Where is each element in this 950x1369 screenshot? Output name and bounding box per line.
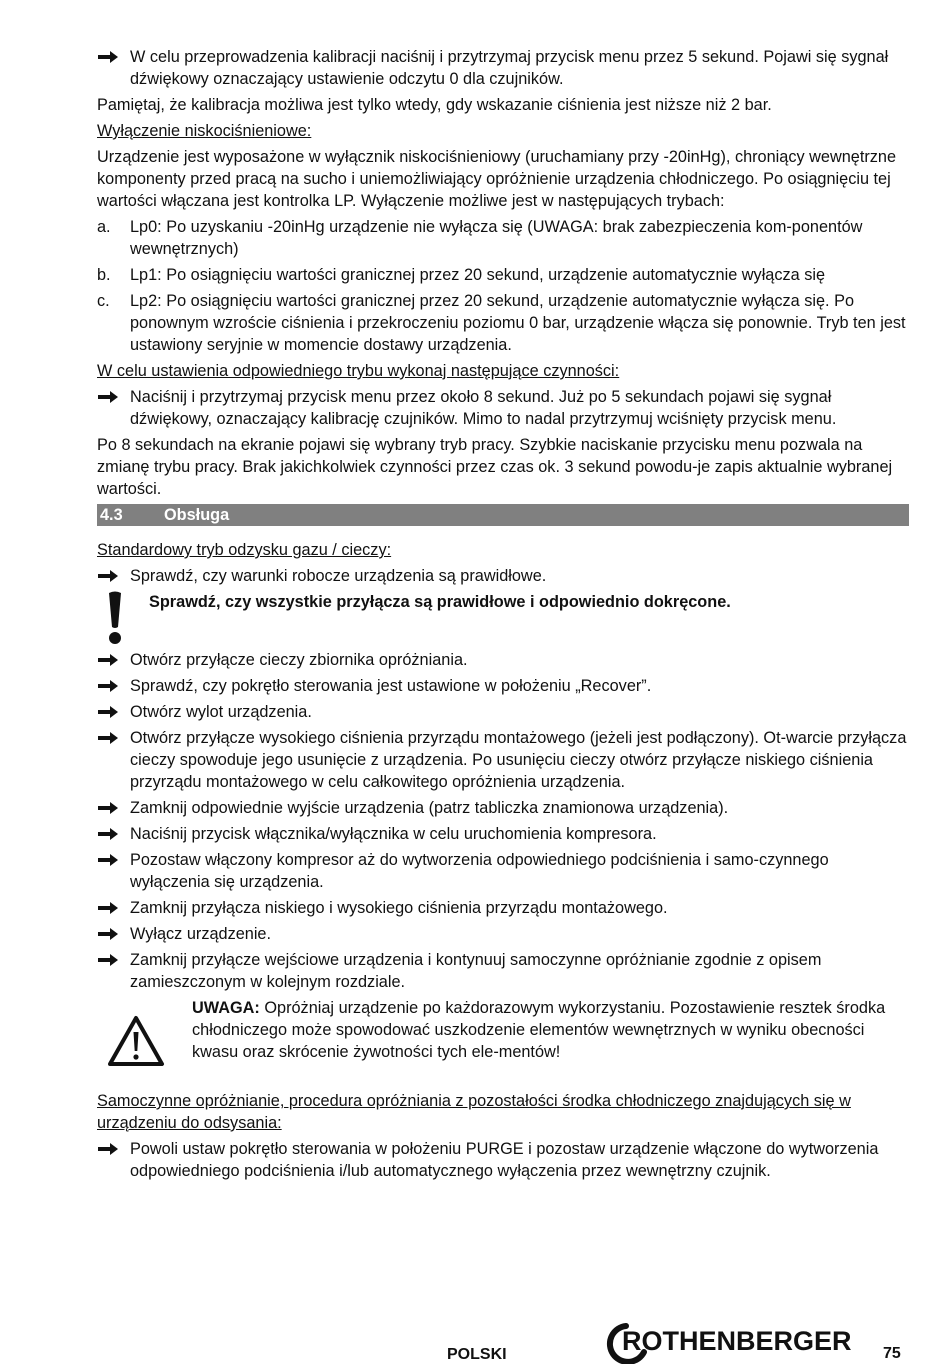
list-item [97, 290, 909, 356]
exclamation-icon [107, 591, 123, 645]
bullet-text: Zamknij przyłącza niskiego i wysokiego ciśnienia przyrządu montażowego. [130, 899, 668, 917]
arrow-right-icon [97, 849, 123, 871]
paragraph: Po 8 sekundach na ekranie pojawi się wybrany tryb pracy. Szybkie naciskanie przycisku menu pozwala na zmianę trybu pracy. Brak jakichkolwiek czynności przez czas ok. 3 sekund powodu-je zapis aktualnie wybranej wartości. [97, 436, 893, 498]
paragraph: Urządzenie jest wyposażone w wyłącznik niskociśnieniowy (uruchamiany przy -20inHg), chroniący wewnętrzne komponenty przed pracą na sucho i uniemożliwiający opróżnienie urządzenia chłodniczego. Po osiągnięciu tej wartości włączana jest kontrolka LP. Wyłączenie możliwe jest w następujących trybach: [97, 148, 897, 210]
bullet-item [97, 797, 909, 819]
list-marker: b. [97, 266, 111, 284]
list-item [97, 216, 909, 260]
subheading: Wyłączenie niskociśnieniowe: [97, 122, 312, 140]
bullet-text: Powoli ustaw pokrętło sterowania w położeniu PURGE i pozostaw urządzenie włączone do wytworzenia odpowiedniego podciśnienia i/lub automatycznego wyłączenia przez wewnętrzny czujnik. [130, 1140, 879, 1180]
list-marker: c. [97, 292, 110, 310]
document-page [97, 46, 909, 1186]
arrow-right-icon [97, 675, 123, 697]
bullet-item [97, 949, 909, 993]
arrow-right-icon [97, 565, 123, 587]
bullet-item [97, 701, 909, 723]
section-heading [97, 504, 909, 526]
warning-text [192, 997, 909, 1063]
list-text: Lp1: Po osiągnięciu wartości granicznej przez 20 sekund, urządzenie automatycznie wyłącza się [130, 266, 826, 284]
bullet-item [97, 823, 909, 845]
footer-language: POLSKI [447, 1346, 507, 1363]
bullet-text: Zamknij odpowiednie wyjście urządzenia (patrz tabliczka znamionowa urządzenia). [130, 799, 729, 817]
bullet-item [97, 849, 909, 893]
bullet-item [97, 46, 909, 90]
page-number: 75 [883, 1345, 901, 1362]
bullet-item [97, 565, 909, 587]
warning-body: Opróżniaj urządzenie po każdorazowym wykorzystaniu. Pozostawienie resztek środka chłodniczego może spowodować uszkodzenie elementów wewnętrznych w wyniku obecności kwasu oraz skrócenie żywotności tych ele-mentów! [192, 999, 886, 1061]
bullet-text: Otwórz przyłącze cieczy zbiornika opróżniania. [130, 651, 468, 669]
arrow-right-icon [97, 701, 123, 723]
list-item [97, 264, 909, 286]
bullet-text: W celu przeprowadzenia kalibracji naciśnij i przytrzymaj przycisk menu przez 5 sekund. Pojawi się sygnał dźwiękowy oznaczający ustawienie odczytu 0 dla czujników. [130, 48, 889, 88]
section-title: Obsługa [164, 506, 230, 524]
paragraph: Pamiętaj, że kalibracja możliwa jest tylko wtedy, gdy wskazanie ciśnienia jest niższe niż 2 bar. [97, 96, 772, 114]
warning-block [97, 997, 909, 1087]
bullet-text: Wyłącz urządzenie. [130, 925, 272, 943]
bullet-item [97, 649, 909, 671]
notice-block [97, 591, 909, 647]
arrow-right-icon [97, 727, 123, 749]
bullet-text: Sprawdź, czy warunki robocze urządzenia są prawidłowe. [130, 567, 547, 585]
bullet-text: Otwórz przyłącze wysokiego ciśnienia przyrządu montażowego (jeżeli jest podłączony). Ot-warcie przyłącza cieczy spowoduje jego usunięcie z urządzenia. Po usunięciu cieczy otwórz przyłącze niskiego ciśnienia przyrządu montażowego w celu całkowitego opróżnienia urządzenia. [130, 729, 907, 791]
list-marker: a. [97, 218, 111, 236]
bullet-text: Sprawdź, czy pokrętło sterowania jest ustawione w położeniu „Recover”. [130, 677, 652, 695]
arrow-right-icon [97, 797, 123, 819]
list-text: Lp0: Po uzyskaniu -20inHg urządzenie nie wyłącza się (UWAGA: brak zabezpieczenia kom-ponentów wewnętrznych) [130, 218, 863, 258]
bullet-text: Otwórz wylot urządzenia. [130, 703, 312, 721]
bullet-item [97, 727, 909, 793]
section-number: 4.3 [100, 506, 123, 524]
bullet-item [97, 923, 909, 945]
logo-brand-text: ROTHENBERGER [622, 1326, 852, 1356]
warning-label: UWAGA: [192, 999, 260, 1017]
subheading: Samoczynne opróżnianie, procedura opróżniania z pozostałości środka chłodniczego znajdujących się w urządzeniu do odsysania: [97, 1092, 851, 1132]
subheading: W celu ustawienia odpowiedniego trybu wykonaj następujące czynności: [97, 362, 620, 380]
arrow-right-icon [97, 897, 123, 919]
arrow-right-icon [97, 923, 123, 945]
rothenberger-logo [602, 1320, 852, 1364]
warning-triangle-icon [107, 1015, 165, 1067]
bullet-text: Naciśnij i przytrzymaj przycisk menu przez około 8 sekund. Już po 5 sekundach pojawi się sygnał dźwiękowy, oznaczający kalibrację czujników. Mimo to nadal przytrzymuj wciśnięty przycisk menu. [130, 388, 837, 428]
arrow-right-icon [97, 649, 123, 671]
subheading: Standardowy tryb odzysku gazu / cieczy: [97, 541, 392, 559]
bullet-text: Zamknij przyłącze wejściowe urządzenia i kontynuuj samoczynne opróżnianie zgodnie z opisem zamieszczonym w kolejnym rozdziale. [130, 951, 822, 991]
bullet-item [97, 897, 909, 919]
bullet-text: Naciśnij przycisk włącznika/wyłącznika w celu uruchomienia kompresora. [130, 825, 657, 843]
arrow-right-icon [97, 823, 123, 845]
arrow-right-icon [97, 386, 123, 408]
bullet-item [97, 386, 909, 430]
bullet-text: Pozostaw włączony kompresor aż do wytworzenia odpowiedniego podciśnienia i samo-czynnego wyłączenia się urządzenia. [130, 851, 829, 891]
bullet-item [97, 675, 909, 697]
arrow-right-icon [97, 46, 123, 68]
arrow-right-icon [97, 1138, 123, 1160]
arrow-right-icon [97, 949, 123, 971]
bullet-item [97, 1138, 909, 1182]
list-text: Lp2: Po osiągnięciu wartości granicznej przez 20 sekund, urządzenie automatycznie wyłącza się. Po ponownym wzroście ciśnienia i przekroczeniu poziomu 0 bar, urządzenie włącza się ponownie. Tryb ten jest ustawiony seryjnie w momencie dostawy urządzenia. [130, 292, 906, 354]
notice-text: Sprawdź, czy wszystkie przyłącza są prawidłowe i odpowiednio dokręcone. [149, 593, 731, 611]
